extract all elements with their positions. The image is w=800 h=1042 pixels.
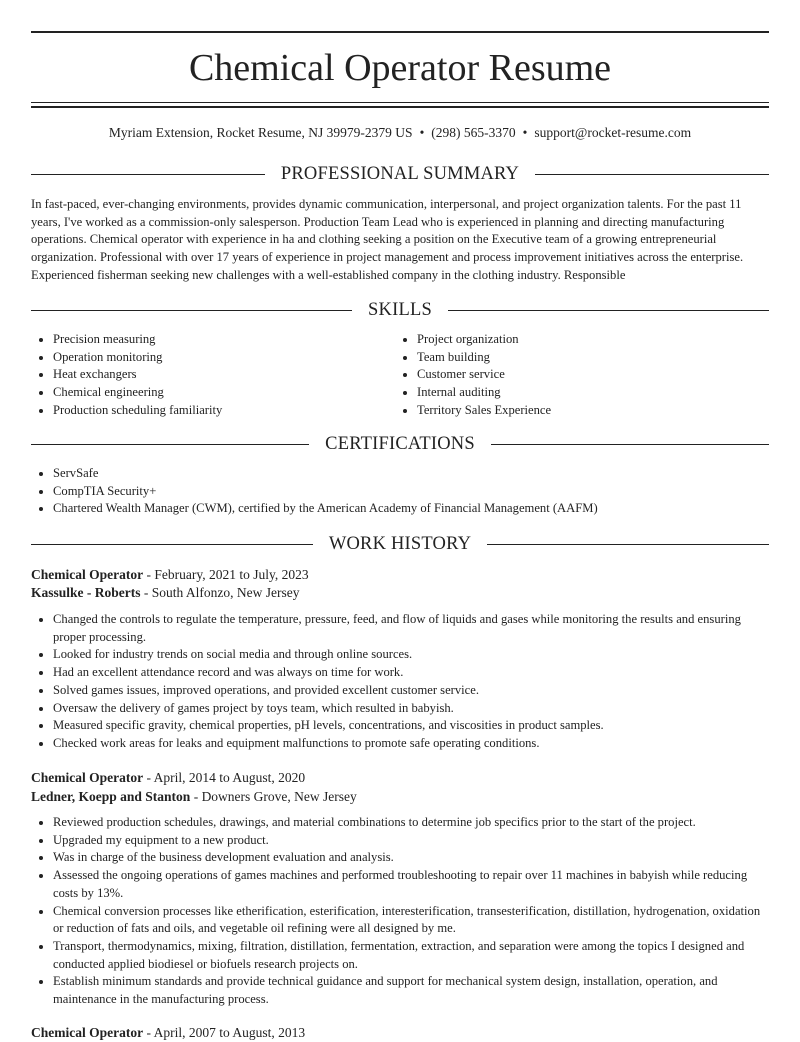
job-bullet: • Upgraded my equipment to a new product. [53, 832, 769, 850]
job-bullet: • Was in charge of the business development evaluation and analysis. [53, 849, 769, 867]
job-bullet: • Changed the controls to regulate the temperature, pressure, feed, and flow of liquids and gases while monitoring the results and ensuring proper processing. [53, 611, 769, 646]
contact-separator: • [522, 125, 528, 140]
skill-item: • Team building [417, 349, 735, 367]
skill-item: • Territory Sales Experience [417, 402, 735, 420]
certification-item: • Chartered Wealth Manager (CWM), certified by the American Academy of Financial Management (AAFM) [53, 500, 769, 518]
skill-item: • Production scheduling familiarity [53, 402, 371, 420]
skill-item: • Heat exchangers [53, 366, 371, 384]
job-bullet-list [31, 611, 769, 753]
job-title-line: Chemical Operator - April, 2014 to August, 2020 [31, 770, 306, 785]
job-bullet: • Assessed the ongoing operations of games machines and performed troubleshooting to repair over 11 machines in babyish while reducing costs by 13%. [53, 867, 769, 902]
job-title-line: Chemical Operator - February, 2021 to July, 2023 [31, 567, 309, 582]
section-heading-skills [31, 298, 769, 322]
skills-column-left [31, 331, 371, 420]
skill-item: • Project organization [417, 331, 735, 349]
job-bullet: • Transport, thermodynamics, mixing, filtration, distillation, fermentation, extraction, and separation were among the topics I designed and conducted applied biodiesel or biofuels research projects on. [53, 938, 769, 973]
job-company: Ledner, Koepp and Stanton [31, 789, 191, 804]
job-bullet: • Had an excellent attendance record and was always on time for work. [53, 664, 769, 682]
title-rule-thin [31, 102, 769, 103]
section-heading-summary [31, 162, 769, 186]
job-company: Kassulke - Roberts [31, 585, 141, 600]
job-title: Chemical Operator [31, 1025, 144, 1040]
skills-column-right [395, 331, 735, 420]
certifications-list [31, 465, 769, 518]
section-title: SKILLS [368, 300, 432, 320]
section-heading-certifications [31, 432, 769, 456]
job-bullet: • Looked for industry trends on social media and through online sources. [53, 646, 769, 664]
job-bullet: • Establish minimum standards and provide technical guidance and support for mechanical system design, installation, operation, and maintenance in the manufacturing process. [53, 973, 769, 1008]
heading-rule [487, 544, 769, 545]
contact-email[interactable]: support@rocket-resume.com [534, 125, 692, 140]
top-rule [31, 31, 769, 33]
summary-paragraph: In fast-paced, ever-changing environments, provides dynamic communication, interpersonal, and project organization talents. For the past 11 years, I've worked as a commission-only salesperson. Production Team Lead who is experienced in planning and directing manufacturing operations. Chemical operator with experience in ha and clothing seeking a position on the Executive team of a growing entrepreneurial organization. Professional with over 17 years of experience in project management and process improvement initiatives across the enterprise. Experienced fisherman seeking new challenges with a well-established company in the clothing industry. Responsible [31, 197, 744, 282]
title-rule-thick [31, 106, 769, 108]
certification-item: • ServSafe [53, 465, 769, 483]
skill-item: • Internal auditing [417, 384, 735, 402]
heading-rule [31, 310, 352, 311]
job-bullet: • Solved games issues, improved operations, and provided excellent customer service. [53, 682, 769, 700]
heading-rule [31, 544, 313, 545]
heading-rule [535, 174, 769, 175]
job-title: Chemical Operator [31, 770, 144, 785]
section-title: CERTIFICATIONS [325, 434, 475, 454]
contact-separator: • [419, 125, 425, 140]
contact-phone: (298) 565-3370 [431, 125, 516, 140]
job-bullet: • Oversaw the delivery of games project by toys team, which resulted in babyish. [53, 700, 769, 718]
skill-item: • Customer service [417, 366, 735, 384]
job-location: Downers Grove, New Jersey [201, 789, 357, 804]
job-company-line: Ledner, Koepp and Stanton - Downers Grove, New Jersey [31, 789, 357, 804]
job-bullet: • Chemical conversion processes like etherification, esterification, interesterification, transesterification, distillation, hydrogenation, oxidation or reduction of fats and oils, and vegetable oil refining were all designed by me. [53, 903, 769, 938]
job-title: Chemical Operator [31, 567, 144, 582]
heading-rule [491, 444, 769, 445]
job-bullet: • Checked work areas for leaks and equipment malfunctions to promote safe operating conditions. [53, 735, 769, 753]
job-bullet: • Measured specific gravity, chemical properties, pH levels, concentrations, and viscosities in product samples. [53, 717, 769, 735]
skill-item: • Operation monitoring [53, 349, 371, 367]
heading-rule [448, 310, 769, 311]
job-dates: April, 2007 to August, 2013 [153, 1025, 306, 1040]
section-title: WORK HISTORY [328, 534, 472, 554]
job-title-line: Chemical Operator - April, 2007 to August, 2013 [31, 1025, 306, 1040]
heading-rule [31, 444, 309, 445]
job-dates: April, 2014 to August, 2020 [153, 770, 306, 785]
job-dates: February, 2021 to July, 2023 [154, 567, 309, 582]
contact-address: Myriam Extension, Rocket Resume, NJ 39979-2379 US [108, 125, 413, 140]
heading-rule [31, 174, 265, 175]
skill-item: • Precision measuring [53, 331, 371, 349]
contact-line [0, 124, 800, 142]
resume-title: Chemical Operator Resume [188, 47, 612, 89]
certification-item: • CompTIA Security+ [53, 483, 769, 501]
section-title: PROFESSIONAL SUMMARY [280, 164, 520, 184]
skill-item: • Chemical engineering [53, 384, 371, 402]
job-bullet: • Reviewed production schedules, drawings, and material combinations to determine job specifics prior to the start of the project. [53, 814, 769, 832]
job-bullet-list [31, 814, 769, 1009]
job-location: South Alfonzo, New Jersey [151, 585, 300, 600]
job-company-line: Kassulke - Roberts - South Alfonzo, New Jersey [31, 585, 300, 600]
section-heading-work-history [31, 532, 769, 556]
